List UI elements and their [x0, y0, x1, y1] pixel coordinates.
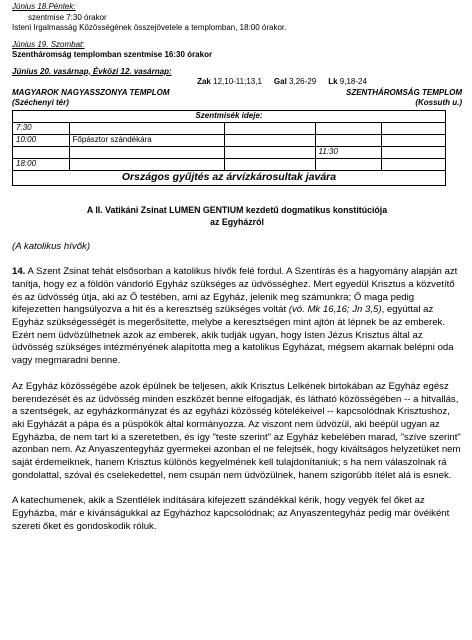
day2-heading: Június 19. Szombat:	[12, 39, 85, 49]
document-subtitle: (A katolikus hívők)	[12, 240, 91, 252]
scripture-reference: (vö. Mk 16,16; Jn 3,5)	[288, 304, 382, 316]
church-left-address: (Széchenyi tér)	[12, 98, 69, 107]
document-title-line2: az Egyházról	[210, 216, 264, 227]
day3-heading: Június 20. vasárnap, Évközi 12. vasárnap:	[12, 66, 172, 76]
schedule-section	[12, 0, 462, 186]
paragraph-2: Az Egyház közösségébe azok épülnek be teljesen, akik Krisztus Lelkének birtokában az Egyház egész berendezését és az üdvösség minden eszközét benne elfogadják, és látható közösségében -- a hitvallás, a szentségek, az egyházkormányzat és az egyházi közösség kötelékeivel -- kapcsolódnak Krisztushoz, aki Egyházát a pápa és a püspökök által kormányozza. Az viszont nem üdvözül, aki beépül ugyan az Egyházba, de nem tart ki a szeretetben, és így "teste szerint" az Egyház kebelében marad, "szíve szerint" azonban nem. Az Anyaszentegyház gyermekei azonban el ne felejtsék, hogy kiváltságos helyzetüket nem saját érdemeiknek, hanem Krisztus különös kegyelmének kell tulajdonítaniuk; s ha nem válaszolnak rá gondolattal, szóval és cselekedettel, nem csupán nem üdvözülnek, hanem szigorúbb ítélet alá is esnek.	[12, 380, 461, 481]
document-body	[12, 241, 462, 534]
table-header: Szentmisék ideje:	[13, 110, 446, 122]
church-right-name: SZENTHÁROMSÁG TEMPLOM	[346, 87, 462, 97]
reading-2: Gal 3,26-29	[273, 77, 317, 86]
table-row: 10:00 Főpásztor szándékára	[13, 134, 446, 146]
day2-line1: Szentháromság templomban szentmise 16:30 órakor	[12, 50, 213, 59]
church-addresses	[12, 98, 462, 109]
church-right-address: (Kossuth u.)	[415, 98, 462, 107]
paragraph-3: A katechumenek, akik a Szentlélek indítására kifejezett szándékkal kérik, hogy vegyék fel őket az Egyházba, már e kívánságukkal az Egyházhoz kapcsolódnak; az Anyaszentegyház pedig már övéiként szereti őket és gondoskodik róluk.	[12, 495, 450, 532]
mass-times-table	[12, 110, 446, 186]
table-row: 18:00	[13, 158, 446, 170]
paragraph-number: 14.	[12, 266, 26, 278]
church-names	[12, 88, 462, 99]
table-row: 7:30	[13, 122, 446, 134]
day1-line2: Isteni Irgalmasság Közösségének összejövetele a templomban, 18:00 órakor.	[12, 23, 287, 32]
reading-3: Lk 9,18-24	[328, 77, 367, 86]
paragraph-14: 14. A Szent Zsinat tehát elsősorban a katolikus hívők felé fordul. A Szentírás és a hagyomány alapján azt tanítja, hogy ez a földön vándorló Egyház szükséges az üdvösséghez. Mert egyedül Krisztus a közvetítő és az üdvösség útja, aki az Ő testében, ami az Egyház, jelenik meg számunkra; Ő maga pedig kifejezetten hangsúlyozva a hit és a keresztség szükséges voltát (vö. Mk 16,16; Jn 3,5), egyúttal az Egyház szükségességét is megerősítette, melybe a keresztségen mint ajtón át lépnek be az emberek. Ezért nem üdvözülhetnek azok az emberek, akik tudják ugyan, hogy Isten Jézus Krisztus által az üdvösség szükséges intézményének alapította meg a katolikus Egyházat, mégsem akarnak belépni oda vagy megmaradni benne.	[12, 266, 458, 367]
table-footer-row	[13, 170, 446, 185]
day1-heading: Június 18.Péntek:	[12, 2, 76, 11]
table-row: 11:30	[13, 146, 446, 158]
table-header-row	[13, 110, 446, 122]
document-title	[12, 204, 462, 228]
table-footer: Országos gyűjtés az árvízkárosultak javára	[13, 170, 446, 185]
readings	[12, 77, 462, 88]
church-left-name: MAGYAROK NAGYASSZONYA TEMPLOM	[12, 87, 170, 97]
day1-line1: szentmise 7:30 órakor	[28, 12, 107, 22]
document-title-line1: A II. Vatikáni Zsinat LUMEN GENTIUM kezdetű dogmatikus konstitúciója	[86, 204, 388, 215]
reading-1: Zak 12,10-11;13,1	[197, 77, 262, 86]
